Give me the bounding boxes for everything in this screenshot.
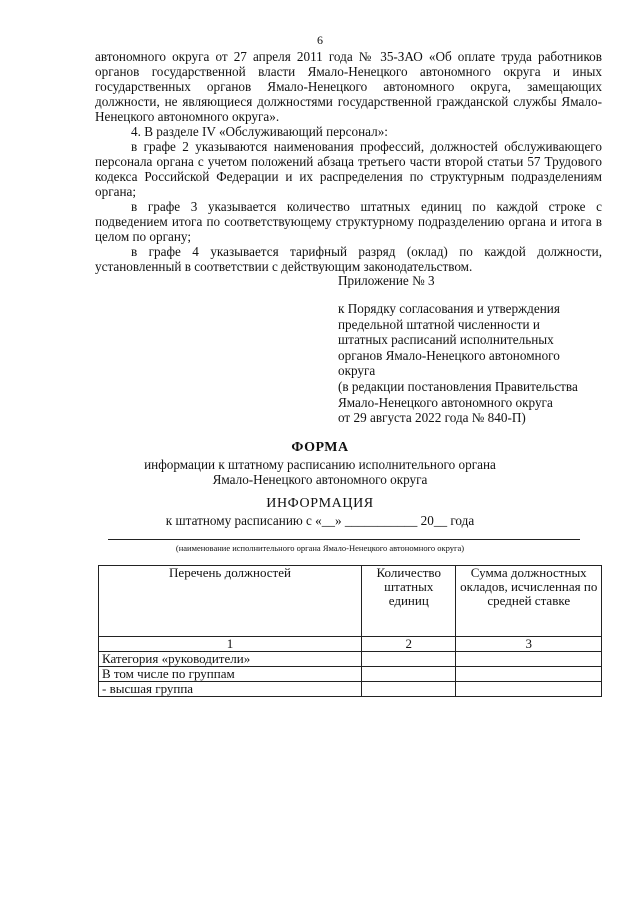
row-label: Категория «руководители» <box>99 652 362 667</box>
form-heading: ФОРМА <box>291 440 349 455</box>
paragraph-section-iv: 4. В разделе IV «Обслуживающий персонал»: <box>131 124 388 139</box>
table-row <box>99 682 602 697</box>
column-number-row <box>99 637 602 652</box>
table-header-row <box>99 566 602 637</box>
appendix-reference <box>338 301 608 426</box>
empty-cell <box>362 652 456 667</box>
org-name-caption: (наименование исполнительного органа Ямало-Ненецкого автономного округа) <box>175 543 465 553</box>
appendix-line: к Порядку согласования и утверждения <box>338 301 560 316</box>
form-subtitle-line: информации к штатному расписанию исполнительного органа <box>144 457 496 472</box>
appendix-line: от 29 августа 2022 года № 840-П) <box>338 410 526 426</box>
appendix-title: Приложение № 3 <box>338 273 435 288</box>
page-number: 6 <box>317 33 323 47</box>
column-number: 1 <box>99 637 362 652</box>
appendix-line: органов Ямало-Ненецкого автономного <box>338 347 560 363</box>
body-text <box>95 49 602 274</box>
org-name-underline <box>108 539 580 540</box>
empty-cell <box>362 667 456 682</box>
header-staff-units: Количество штатных единиц <box>362 566 456 637</box>
paragraph-column-3: в графе 3 указывается количество штатных единиц по каждой строке с подведением итога по соответствующему структурному подразделению органа и итога в целом по органу; <box>95 199 602 244</box>
paragraph-column-2: в графе 2 указываются наименования профессий, должностей обслуживающего персонала органа с учетом положений абзаца третьего части второй статьи 57 Трудового кодекса Российской Федерации и их распределения по структурным подразделениям органа; <box>95 139 602 199</box>
empty-cell <box>456 682 602 697</box>
empty-cell <box>456 667 602 682</box>
empty-cell <box>456 652 602 667</box>
table-row <box>99 652 602 667</box>
header-positions: Перечень должностей <box>99 566 362 637</box>
staff-table <box>98 565 602 697</box>
appendix-line: предельной штатной численности и <box>338 316 540 332</box>
table-row <box>99 667 602 682</box>
column-number: 2 <box>362 637 456 652</box>
row-label: В том числе по группам <box>99 667 362 682</box>
appendix-line: округа <box>338 363 376 379</box>
info-date-line: к штатному расписанию с «__» ___________ 20__ года <box>165 513 475 528</box>
column-number: 3 <box>456 637 602 652</box>
paragraph-continuation: автономного округа от 27 апреля 2011 года № 35-ЗАО «Об оплате труда работников органов государственной власти Ямало-Ненецкого автономного округа и иных государственных органов Ямало-Ненецкого автономного округа, замещающих должности, не являющиеся должностями государственной гражданской службы Ямало-Ненецкого автономного округа». <box>95 49 602 124</box>
appendix-line: Ямало-Ненецкого автономного округа <box>338 394 553 410</box>
empty-cell <box>362 682 456 697</box>
form-subtitle <box>0 457 640 487</box>
info-heading: ИНФОРМАЦИЯ <box>266 496 374 511</box>
row-label: - высшая группа <box>99 682 362 697</box>
appendix-line: (в редакции постановления Правительства <box>338 378 578 394</box>
header-salary-sum: Сумма должностных окладов, исчисленная по средней ставке <box>456 566 602 637</box>
appendix-line: штатных расписаний исполнительных <box>338 332 554 348</box>
form-subtitle-line: Ямало-Ненецкого автономного округа <box>212 472 428 487</box>
paragraph-column-4: в графе 4 указывается тарифный разряд (оклад) по каждой должности, установленный в соответствии с действующим законодательством. <box>95 244 602 274</box>
